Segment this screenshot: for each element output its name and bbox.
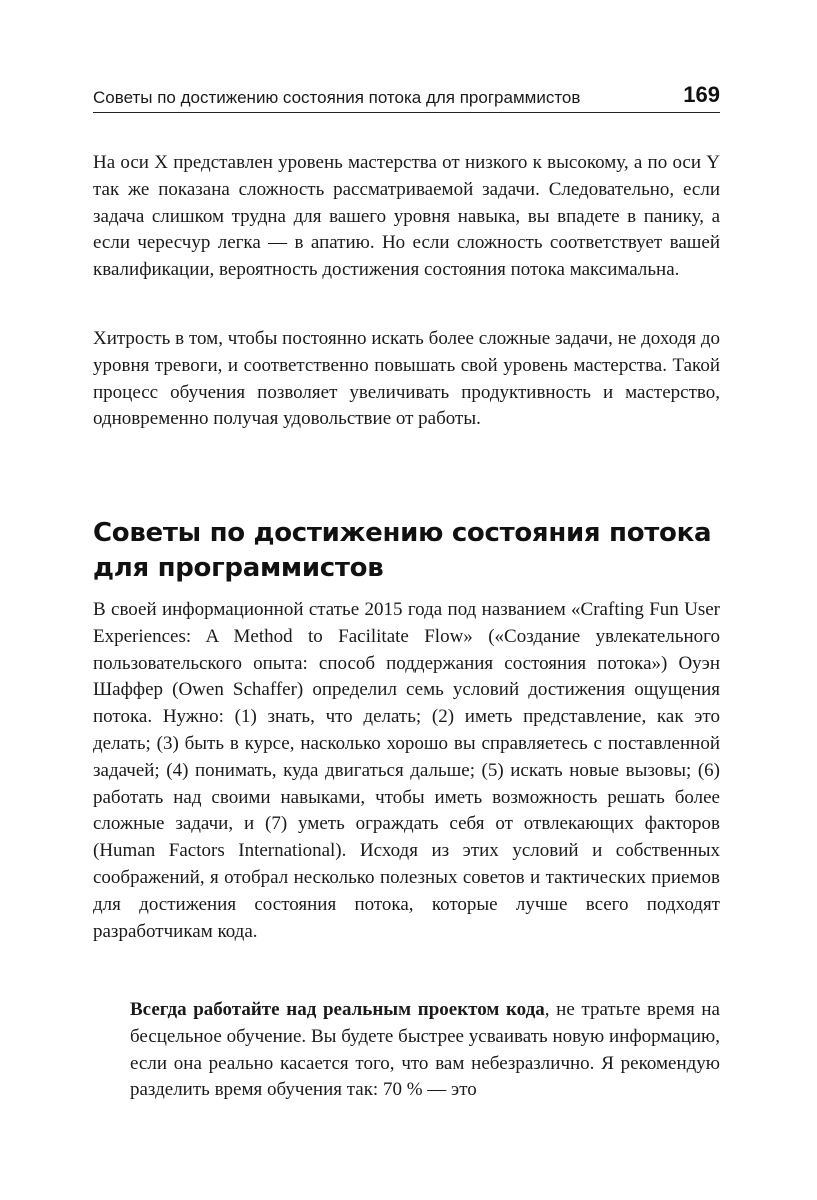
tip-body: , не тратьте время на бесцельное обучение. Вы будете быстрее усваивать новую информацию, если она реально касается того, что вам небезразлично. Я рекомендую разделить время обучения так: 70 % — это [130,999,720,1101]
section-heading: Советы по достижению состояния потока для программистов [93,518,712,583]
running-head [93,82,720,108]
paragraph-axis-explanation [93,150,720,284]
tip-lead-phrase: Всегда работайте над реальным проектом кода [130,999,545,1020]
paragraph-schaffer-conditions [93,597,720,945]
header-divider [93,112,720,113]
paragraph-text: Хитрость в том, чтобы постоянно искать более сложные задачи, не доходя до уровня тревоги, и соответственно повышать свой уровень мастерства. Такой процесс обучения позволяет увеличивать продуктивность и мастерство, одновременно получая удовольствие от работы. [93,328,720,430]
running-title: Советы по достижению состояния потока для программистов [93,88,581,107]
paragraph-text: На оси X представлен уровень мастерства от низкого к высокому, а по оси Y так же показана сложность рассматриваемой задачи. Следовательно, если задача слишком трудна для вашего уровня навыка, вы впадете в панику, а если чересчур легка — в апатию. Но если сложность соответствует вашей квалификации, вероятность достижения состояния потока максимальна. [93,152,720,281]
paragraph-text: В своей информационной статье 2015 года под названием «Crafting Fun User Experiences: A Method to Facilitate Flow» («Создание увлекательного пользовательского опыта: способ поддержания состояния потока») Оуэн Шаффер (Owen Schaffer) определил семь условий достижения ощущения потока. Нужно: (1) знать, что делать; (2) иметь представление, как это делать; (3) быть в курсе, насколько хорошо вы справляетесь с поставленной задачей; (4) понимать, куда двигаться дальше; (5) искать новые вызовы; (6) работать над своими навыками, чтобы иметь возможность решать более сложные задачи, и (7) уметь ограждать себя от отвлекающих факторов (Human Factors International). Исходя из этих условий и собственных соображений, я отобрал несколько полезных советов и тактических приемов для достижения состояния потока, которые лучше всего подходят разработчикам кода. [93,599,720,942]
paragraph-tip-real-project [130,997,720,1104]
paragraph-trick [93,326,720,433]
page-number: 169 [683,82,720,107]
paragraph-text [130,997,720,1104]
